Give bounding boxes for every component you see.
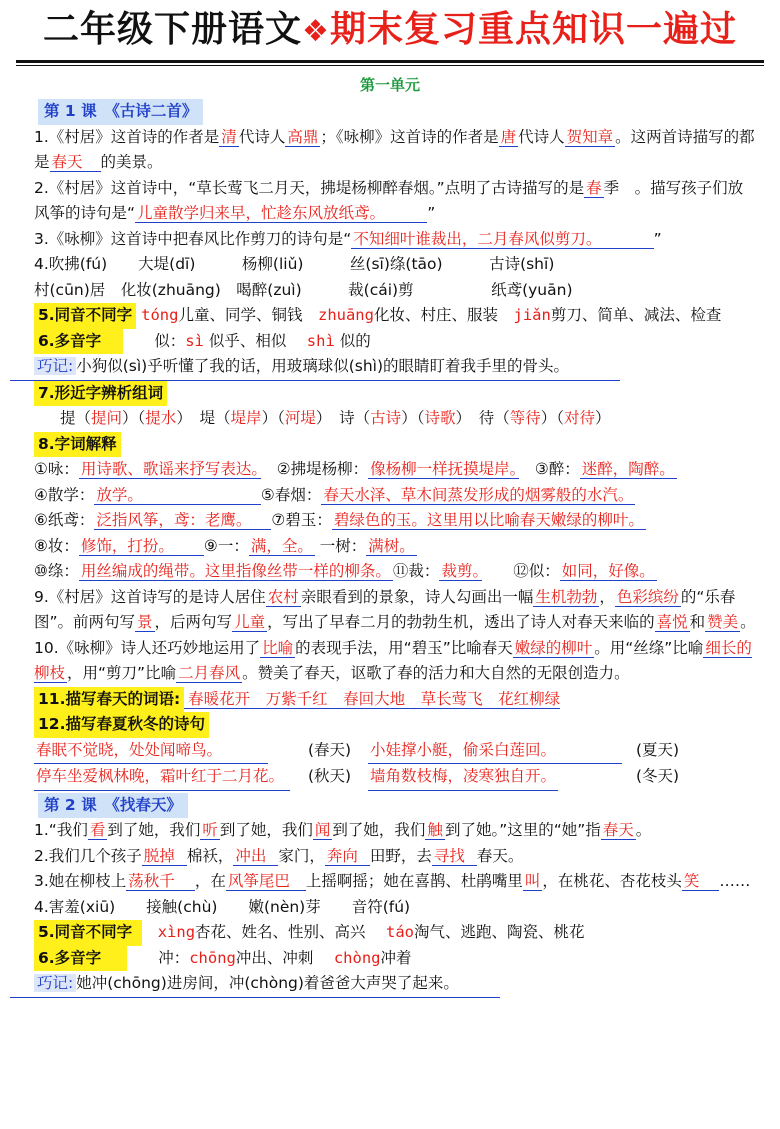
l1-q6-p1: sì [185,331,204,350]
l1-q9-e: ， [599,587,615,606]
l1-q8-e4k: ④散学： [34,485,95,504]
l1-q9-j: 儿童 [234,613,266,631]
l1-q1-k: 的美景。 [100,153,163,171]
l1-q10 [10,636,770,687]
l1-q6-label: 6.多音字 [34,329,123,355]
l1-q8-e7k: ⑦碧玉： [271,511,332,529]
l2-q5 [10,920,770,946]
l2-q1-b: 看 [89,821,106,839]
l1-q8-r2 [10,483,770,509]
l1-q10-a: 10.《咏柳》诗人还巧妙地运用了 [34,638,261,657]
l2-q3-d: 风筝尾巴 [226,872,306,891]
l1-q5-w1: 儿童、同学、铜钱 [178,306,303,324]
l1-q7-label: 7.形近字辨析组词 [34,381,167,407]
l2-q2-b: 脱掉 [142,847,187,866]
l1-q8-e7v: 碧绿色的玉。这里用以比喻春天嫩绿的柳叶。 [333,511,644,529]
l1-q8-e1k: ①咏： [34,460,79,478]
l2-q1-c: 到了她，我们 [107,821,201,839]
l1-q1-c: 代诗人 [238,127,286,146]
l1-q1-j: 春天 [50,153,101,172]
l1-q6-p2: shì [306,331,335,350]
title-red: 期末复习重点知识一遍过 [329,9,737,50]
l1-q7-a: 提问 [91,409,123,427]
l1-q10-d: 嫩绿的柳叶 [514,638,593,657]
l1-tip1-text: 小狗似(sì)乎听懂了我的话，用玻璃球似(shì)的眼睛盯着我手里的骨头。 [76,357,570,375]
l1-q8-e2k: ②拂堤杨柳： [276,460,369,478]
l1-q8-e8v: 修饰，打扮。 [79,537,204,556]
l1-q5-p2: zhuāng [317,306,374,324]
l2-q6 [10,946,770,972]
l1-q7-h: 诗歌 [424,409,456,427]
l1-q12-s2: 小娃撑小艇，偷采白莲回。 [368,738,622,765]
l1-q12-s4: 墙角数枝梅，凌寒独自开。 [368,764,558,791]
l2-q2-d: 冲出 [233,847,278,866]
l2-q1-d: 听 [202,821,218,839]
l1-q12-s2t: (夏天) [636,740,680,759]
l1-q5 [10,303,770,329]
l1-q4b [10,278,770,304]
l1-q11 [10,687,770,713]
l1-q2 [10,176,770,227]
l1-q8-label [10,432,770,458]
l1-q8-e5k: ⑤春烟： [260,485,322,504]
l1-q2-e: ” [427,204,436,222]
l1-q1-g: 代诗人 [518,127,565,146]
l1-q12-s1t: (春天) [308,740,352,759]
l1-tip [10,354,620,381]
l1-q9-k: ，写出了早春二月的勃勃生机，透出了诗人对春天来临的 [267,613,655,631]
l1-q8-e4v: 放学。 [94,486,261,505]
l2-q2-g: 田野，去 [369,846,432,865]
title-rule-thin [16,65,764,66]
l1-q9-h: 景 [137,613,153,631]
l1-q3-a: 3.《咏柳》这首诗中把春风比作剪刀的诗句是“ [34,229,352,248]
l1-q2-c: 季 。描写孩子们放风筝的诗句是“ [34,178,744,222]
l2-q3-f: 叫 [524,872,541,890]
l1-q3-c: ” [653,229,662,248]
l1-q9-m: 和 [689,613,706,631]
title-rule [16,60,764,63]
l2-q5-w2: 淘气、逃跑、陶瓷、桃花 [413,923,585,941]
l2-q3-a: 3.她在柳枝上 [34,872,127,890]
l1-q8-e1v: 用诗歌、歌谣来抒写表达。 [80,460,260,478]
l2-q5-p1: xìng [157,923,196,941]
l1-q8-e3v: 迷醉，陶醉。 [581,460,675,478]
l1-q1-h: 贺知章 [566,127,614,146]
l1-q5-label: 5.同音不同字 [34,303,136,329]
l1-q11-text: 春暖花开 万紫千红 春回大地 草长莺飞 花红柳绿 [184,690,560,709]
l1-q7-text: 提（ [60,409,92,427]
l1-q8-label: 8.字词解释 [34,432,121,458]
l1-q6 [10,329,770,355]
l2-q1-g: 到了她，我们 [332,821,426,839]
l1-q8-e9bv: 满树。 [368,536,415,555]
l2-q2-h: 寻找 [432,847,477,866]
l2-q6-p1: chōng [189,948,236,967]
l1-q4a [10,252,770,278]
l1-q1-f: 唐 [500,127,517,146]
l1-q7-f: 诗（ [339,409,371,427]
l1-q7-i: 待（ [478,409,510,427]
l1-q1-d: 高鼎 [287,127,319,146]
l2-q2-f: 奔向 [325,847,370,866]
l1-q12-label [10,712,770,738]
l1-q12-label: 12.描写春夏秋冬的诗句 [34,712,209,738]
l1-q1 [10,125,770,176]
l1-q8-e6k: ⑥纸鸢： [34,511,95,529]
l1-q7-k: 对待 [564,409,596,427]
l2-q1-h: 触 [427,821,443,839]
l2-q3-g: ，在桃花、杏花枝头 [542,872,682,890]
l1-q10-c: 的表现手法，用“碧玉”比喻春天 [295,638,513,657]
page [10,0,770,998]
l1-q7: 提（提问）（提水） 堤（堤岸）（河堤） 诗（古诗）（诗歌） 待（等待）（对待） [60,409,611,427]
l1-q5-w3: 剪刀、简单、减法、检查 [550,306,722,324]
l1-q7-d: 堤岸 [230,409,262,427]
l1-q8-e6v: 泛指风筝，鸢：老鹰。 [94,511,271,530]
l2-q6-w2: 冲着 [380,948,412,967]
l2-q2-i: 春天。 [476,846,524,865]
l1-q12-s1: 春眠不觉晓，处处闻啼鸟。 [34,738,268,765]
l1-q1-e: ；《咏柳》这首诗的作者是 [320,127,499,146]
l2-q2-c: 棉袄， [186,846,234,865]
l2-q5-p2: táo [385,923,414,941]
l1-q6-w1: 似乎、相似 [208,331,287,350]
lesson-1-heading: 第 1 课 《古诗二首》 [38,99,203,125]
l1-q10-b: 比喻 [262,638,294,657]
l2-q3 [10,869,770,895]
l1-q8-e11v: 裁剪。 [441,562,481,580]
l1-q9-c: 亲眼看到的景象，诗人勾画出一幅 [300,587,534,606]
l1-q10-f: 细长的柳枝 [34,638,752,682]
l1-q2-d: 儿童散学归来早，忙趁东风放纸鸢。 [135,204,427,223]
l2-q6-label: 6.多音字 [34,946,127,972]
l1-q9-l: 喜悦 [656,613,688,631]
l2-q1-k: 。 [635,821,652,839]
l2-q4: 4.害羞(xiū) 接触(chù) 嫩(nèn)芽 音符(fú) [34,897,411,916]
l1-q3-b: 不知细叶谁裁出，二月春风似剪刀。 [351,230,653,249]
l1-q8-r1 [10,457,770,483]
l1-q8-r5 [10,559,770,585]
l2-q6-p2: chòng [333,948,381,967]
l1-q8-e11k: ⑪裁： [392,562,440,580]
l1-q12-r2 [10,764,770,791]
l1-q7-j: 等待 [509,409,541,427]
l1-q10-h: 二月春风 [178,664,241,682]
l1-q8-e9k: ⑨一： [203,536,249,555]
l1-q7-e: 河堤 [284,409,316,427]
l2-q3-i: …… [719,872,751,890]
l1-q8-r3 [10,508,770,534]
l1-q9 [10,585,770,636]
l1-q4a: 4.吹拂(fú) 大堤(dī) 杨柳(liǔ) 丝(sī)绦(tāo) 古诗(shī) [34,255,555,273]
l2-q6-t1: 冲： [158,948,190,967]
l1-q10-i: 。赞美了春天，讴歌了春的活力和大自然的无限创造力。 [242,664,630,682]
l1-q8-e9v: 满，全。 [250,536,313,555]
l1-q6-t1: 似： [154,331,186,350]
diamond-icon: ❖ [302,14,330,49]
l1-q8-e12v: 如同，好像。 [561,562,655,580]
l2-q2 [10,844,770,870]
page-title [10,4,770,60]
l1-q8-r4 [10,534,770,560]
l1-q7-g: 古诗 [370,409,402,427]
l1-q9-n: 赞美 [707,613,739,631]
l1-q9-i: ，后两句写 [154,613,233,631]
l1-q9-b: 农村 [267,587,299,606]
l1-q8-e5v: 春天水泽、草木间蒸发形成的烟雾般的水汽。 [323,485,634,504]
l1-tip1-label: 巧记: [34,357,76,375]
l1-q8-e12k: ⑫似： [513,562,560,580]
l1-q2-b: 春 [586,178,602,197]
l2-q2-a: 2.我们几个孩子 [34,846,142,865]
l1-q9-o: 。 [740,613,756,631]
l2-q1-i: 到了她。”这里的“她”指 [444,821,601,839]
l2-q2-e: 家门， [278,846,325,865]
l1-q3 [10,227,770,253]
title-black: 二年级下册语文 [43,9,303,50]
lesson-2-heading: 第 2 课 《找春天》 [38,793,188,819]
l1-q9-f: 色彩缤纷 [616,587,679,606]
l2-q3-c: ，在 [194,872,226,890]
l2-q4 [10,895,770,921]
l1-q12-s3: 停车坐爱枫林晚，霜叶红于二月花。 [34,764,290,791]
l2-q5-label: 5.同音不同字 [34,920,142,946]
l2-q6-w1: 冲出、冲刺 [235,948,314,967]
l2-q5-w1: 杏花、姓名、性别、高兴 [195,923,366,941]
l1-q10-g: ，用“剪刀”比喻 [67,664,177,682]
l2-q3-e: 上摇啊摇；她在喜鹊、杜鹃嘴里 [305,872,523,890]
l1-q8-e9bk: 一树： [319,536,367,555]
l2-tip [10,971,500,998]
l1-q5-w2: 化妆、村庄、服装 [373,306,498,324]
l1-q7-b: 提水 [145,409,177,427]
l1-q8-e2v: 像杨柳一样抚摸堤岸。 [370,460,518,478]
l1-q8-e10k: ⑩绦： [34,562,79,580]
l2-q1-a: 1.“我们 [34,821,88,839]
l2-tip-text: 她冲(chōng)进房间，冲(chòng)着爸爸大声哭了起来。 [76,974,459,992]
l2-q1-e: 到了她，我们 [219,821,313,839]
l2-q1-j: 春天 [602,821,634,839]
l2-q1-f: 闻 [314,821,331,839]
l1-q1-a: 1.《村居》这首诗的作者是 [34,127,220,146]
l1-q8-e8k: ⑧妆： [34,536,79,555]
l1-q4b: 村(cūn)居 化妆(zhuāng) 喝醉(zuì) 裁(cái)剪 纸鸢(yuān) [34,280,573,299]
l1-q7-label [10,381,770,407]
l1-q6-w2: 似的 [339,331,371,350]
l1-q12-s3t: (秋天) [308,767,352,785]
l1-q8-e10v: 用丝编成的绳带。这里指像丝带一样的柳条。 [80,562,391,580]
l1-q9-g: 的“乐春图”。前两句写 [34,587,736,631]
unit-heading: 第一单元 [359,76,420,94]
l2-q3-h: 笑 [682,872,720,891]
l1-q8-e3k: ③醉： [534,460,580,478]
l1-q5-p3: jiǎn [513,306,551,324]
l2-q1 [10,818,770,844]
l2-q3-b: 荡秋千 [126,872,195,891]
l1-q1-i: 。这两首诗描写的都是 [34,127,755,171]
l1-q1-b: 清 [221,127,237,146]
l1-q7-c: 堤（ [199,409,231,427]
l1-q9-d: 生机勃勃 [535,587,598,606]
l1-q2-a: 2.《村居》这首诗中，“草长莺飞二月天，拂堤杨柳醉春烟。”点明了古诗描写的是 [34,178,585,197]
l1-q11-label: 11.描写春天的词语: [34,687,184,713]
l1-q9-a: 9.《村居》这首诗写的是诗人居住 [34,587,266,606]
l1-q10-e: 。用“丝绦”比喻 [594,638,704,657]
l1-q12-s4t: (冬天) [636,767,680,785]
l1-q12-r1 [10,738,770,765]
l1-q5-p1: tóng [141,306,179,324]
l2-tip-label: 巧记: [34,974,76,992]
